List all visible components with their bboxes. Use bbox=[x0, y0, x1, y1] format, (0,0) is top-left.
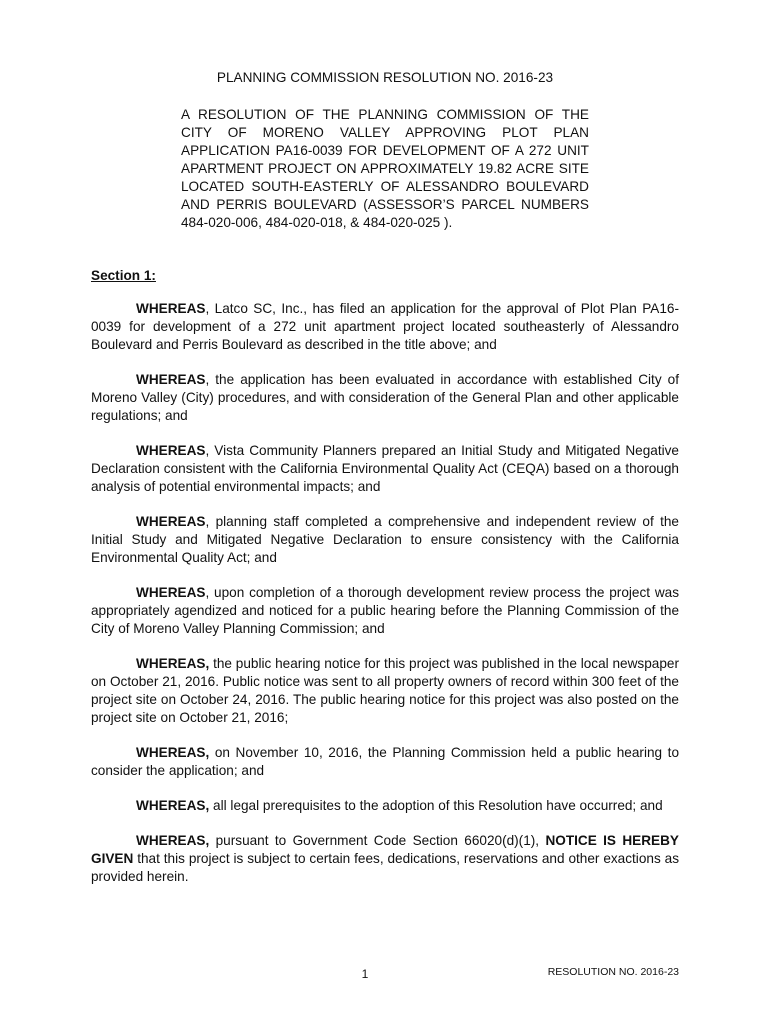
whereas-paragraph bbox=[91, 371, 679, 425]
paragraph-lead: WHEREAS bbox=[136, 301, 206, 316]
whereas-paragraph bbox=[91, 300, 679, 354]
resolution-subject: A RESOLUTION OF THE PLANNING COMMISSION OF THE CITY OF MORENO VALLEY APPROVING PLOT PLAN APPLICATION PA16-0039 FOR DEVELOPMENT OF A 272 UNIT APARTMENT PROJECT ON APPROXIMATELY 19.82 ACRE SITE LOCATED SOUTH-EASTERLY OF ALESSANDRO BOULEVARD AND PERRIS BOULEVARD (ASSESSOR’S PARCEL NUMBERS 484-020-006, 484-020-018, & 484-020-025 ). bbox=[181, 107, 589, 230]
paragraph-text: , the application has been evaluated in accordance with established City of Moreno Valley (City) procedures, and with consideration of the General Plan and other applicable regulations; and bbox=[91, 372, 679, 423]
paragraph-lead: WHEREAS bbox=[136, 443, 206, 458]
paragraph-text: , Vista Community Planners prepared an Initial Study and Mitigated Negative Declaration consistent with the California Environmental Quality Act (CEQA) based on a thorough analysis of potential environmental impacts; and bbox=[91, 443, 679, 494]
paragraph-lead: WHEREAS, bbox=[136, 656, 210, 671]
paragraph-lead: WHEREAS, bbox=[136, 833, 210, 848]
footer-resolution-label: RESOLUTION NO. 2016-23 bbox=[547, 966, 679, 978]
paragraph-text: pursuant to Government Code Section 66020(d)(1), bbox=[209, 833, 546, 848]
paragraph-text: , Latco SC, Inc., has filed an application for the approval of Plot Plan PA16-0039 for development of a 272 unit apartment project located southeasterly of Alessandro Boulevard and Perris Boulevard as described in the title above; and bbox=[91, 301, 679, 352]
paragraph-lead: WHEREAS bbox=[136, 514, 206, 529]
section-heading: Section 1: bbox=[91, 268, 156, 283]
page-number: 1 bbox=[361, 967, 369, 981]
whereas-paragraph bbox=[91, 744, 679, 780]
whereas-paragraph bbox=[91, 513, 679, 567]
paragraph-lead: WHEREAS bbox=[136, 585, 206, 600]
document-body bbox=[91, 300, 679, 903]
paragraph-text: all legal prerequisites to the adoption of this Resolution have occurred; and bbox=[209, 798, 663, 813]
paragraph-lead: WHEREAS, bbox=[136, 798, 210, 813]
paragraph-text: on November 10, 2016, the Planning Commission held a public hearing to consider the application; and bbox=[91, 745, 679, 778]
whereas-paragraph bbox=[91, 797, 679, 815]
paragraph-text: that this project is subject to certain fees, dedications, reservations and other exactions as provided herein. bbox=[91, 851, 679, 884]
paragraph-text: , planning staff completed a comprehensive and independent review of the Initial Study and Mitigated Negative Declaration to ensure consistency with the California Environmental Quality Act; and bbox=[91, 514, 679, 565]
notice-emphasis: NOTICE IS HEREBY GIVEN bbox=[91, 833, 679, 866]
whereas-paragraph-notice bbox=[91, 832, 679, 886]
paragraph-lead: WHEREAS, bbox=[136, 745, 210, 760]
whereas-paragraph bbox=[91, 584, 679, 638]
whereas-paragraph bbox=[91, 655, 679, 727]
paragraph-lead: WHEREAS bbox=[136, 372, 206, 387]
paragraph-text: , upon completion of a thorough development review process the project was appropriately agendized and noticed for a public hearing before the Planning Commission of the City of Moreno Valley Planning Commission; and bbox=[91, 585, 679, 636]
resolution-title: PLANNING COMMISSION RESOLUTION NO. 2016-23 bbox=[216, 70, 554, 85]
whereas-paragraph bbox=[91, 442, 679, 496]
paragraph-text: the public hearing notice for this project was published in the local newspaper on October 21, 2016. Public notice was sent to all property owners of record within 300 feet of the project site on October 24, 2016. The public hearing notice for this project was also posted on the project site on October 21, 2016; bbox=[91, 656, 679, 725]
